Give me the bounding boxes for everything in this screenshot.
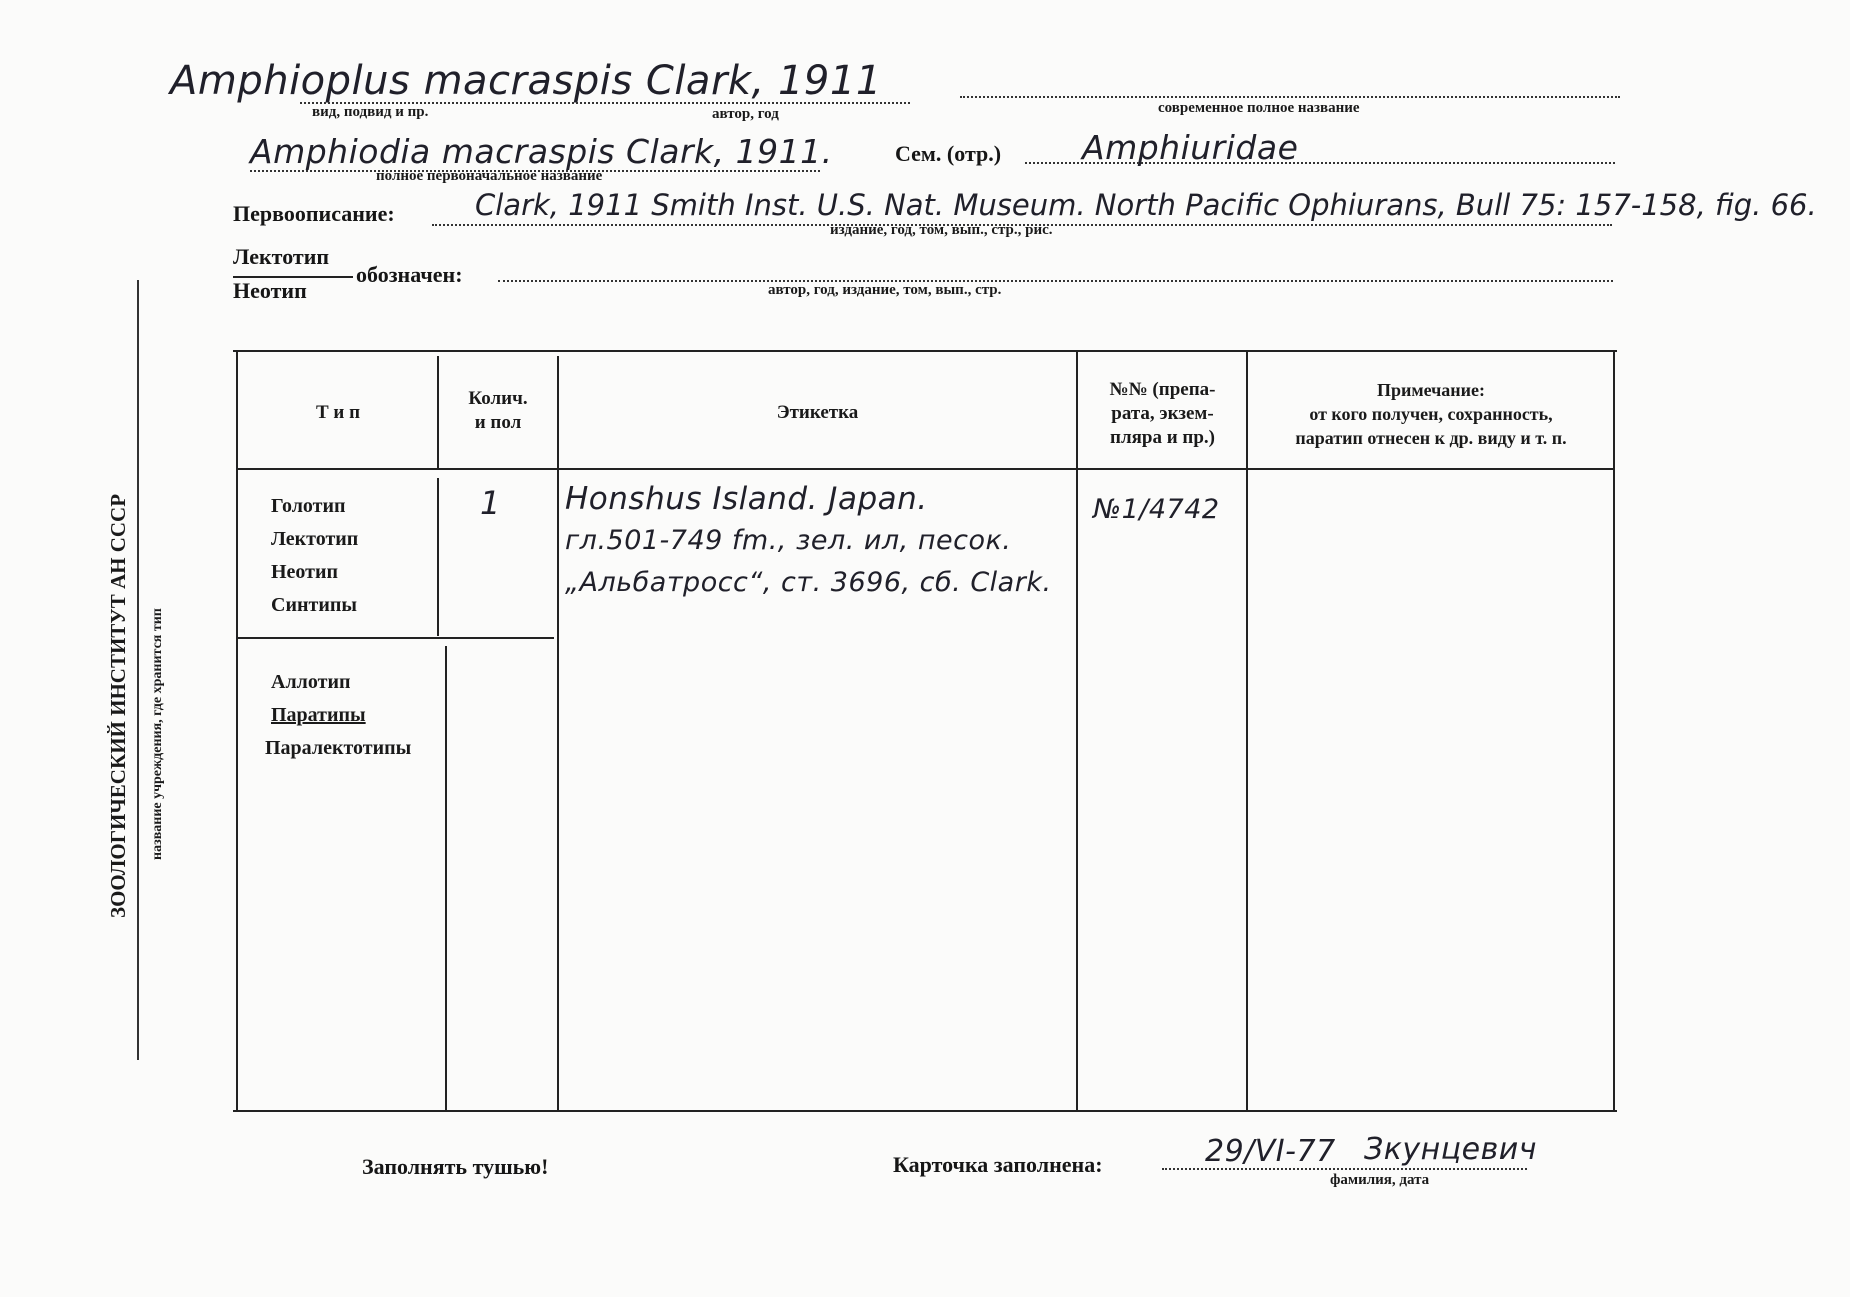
first-description-label: Первоописание:	[233, 201, 395, 226]
institute-name: ЗООЛОГИЧЕСКИЙ ИНСТИТУТ АН СССР	[106, 493, 130, 918]
first-description-handwritten: Clark, 1911 Smith Inst. U.S. Nat. Museum. North Pacific Ophiurans, Bull 75: 157-158, fig. 66.	[475, 188, 1817, 222]
header-count: Колич. и пол	[468, 388, 528, 433]
institution-label: название учреждения, где хранится тип	[150, 608, 165, 860]
card-filled-sublabel: фамилия, дата	[1330, 1172, 1430, 1188]
species-handwritten: Amphioplus macraspis Clark, 1911	[170, 58, 882, 104]
table-right-border	[1613, 352, 1615, 1110]
first-description-sublabel: издание, год, том, вып., стр., рис.	[830, 222, 1053, 238]
author-label: автор, год	[712, 106, 779, 122]
header-number: №№ (препа- рата, экзем- пляра и пр.)	[1109, 379, 1216, 448]
original-name-label: полное первоначальное название	[376, 168, 603, 184]
card-filled-signature: Зкунцевич	[1364, 1132, 1538, 1167]
lectotype-label: Лектотип	[233, 244, 330, 269]
species-label: вид, подвид и пр.	[312, 104, 429, 120]
header-label: Этикетка	[776, 402, 859, 423]
header-note: Примечание: от кого получен, сохранность, паратип отнесен к др. виду и т. п.	[1295, 380, 1567, 448]
type-paratypes: Паратипы	[271, 704, 366, 726]
types-group-divider	[236, 637, 554, 639]
header-type: Т и п	[315, 402, 361, 423]
card-filled-label: Карточка заполнена:	[893, 1152, 1103, 1177]
types-secondary-list	[265, 666, 412, 765]
specimen-label-text	[565, 478, 1052, 604]
original-name-handwritten: Amphiodia macraspis Clark, 1911.	[250, 132, 833, 171]
card-filled-date: 29/VI-77	[1205, 1134, 1336, 1169]
modern-name-label: современное полное название	[1158, 100, 1360, 116]
label-line-1: Honshus Island. Japan.	[565, 481, 928, 517]
table-col-divider-1	[437, 356, 439, 470]
designated-label: обозначен:	[356, 262, 463, 287]
family-label: Сем. (отр.)	[895, 141, 1002, 166]
ink-note: Заполнять тушью!	[362, 1154, 549, 1179]
type-paralectotypes: Паралектотипы	[265, 737, 412, 759]
table-top-border	[233, 350, 1617, 352]
designation-dotline	[498, 280, 1613, 282]
table-bottom-border	[233, 1110, 1617, 1112]
table-col-divider-1b	[437, 478, 439, 636]
modern-name-dotline	[960, 96, 1620, 98]
table-left-border	[236, 352, 238, 1110]
table-col-divider-4	[1246, 352, 1248, 1110]
institute-line	[137, 280, 139, 1060]
type-lectotype: Лектотип	[271, 528, 359, 550]
types-primary-list	[271, 490, 358, 622]
type-holotype: Голотип	[271, 495, 346, 517]
table-header-border	[236, 468, 1614, 470]
table-col-divider-2	[557, 356, 559, 1110]
designation-sublabel: автор, год, издание, том, вып., стр.	[768, 282, 1002, 298]
table-col-divider-3	[1076, 352, 1078, 1110]
specimen-number: №1/4742	[1093, 494, 1220, 525]
family-value: Amphiuridae	[1082, 128, 1299, 167]
label-line-3: „Альбатросс“, ст. 3696, сб. Clark.	[565, 567, 1052, 598]
type-neotype: Неотип	[271, 561, 339, 583]
label-line-2: гл.501-749 fm., зел. ил, песок.	[565, 525, 1012, 556]
family-dotline	[1025, 162, 1615, 164]
table-col-divider-1c	[445, 646, 447, 1110]
type-allotype: Аллотип	[271, 671, 351, 693]
specimen-count: 1	[480, 484, 501, 522]
neotype-label: Неотип	[233, 278, 307, 303]
type-syntypes: Синтипы	[271, 594, 357, 616]
